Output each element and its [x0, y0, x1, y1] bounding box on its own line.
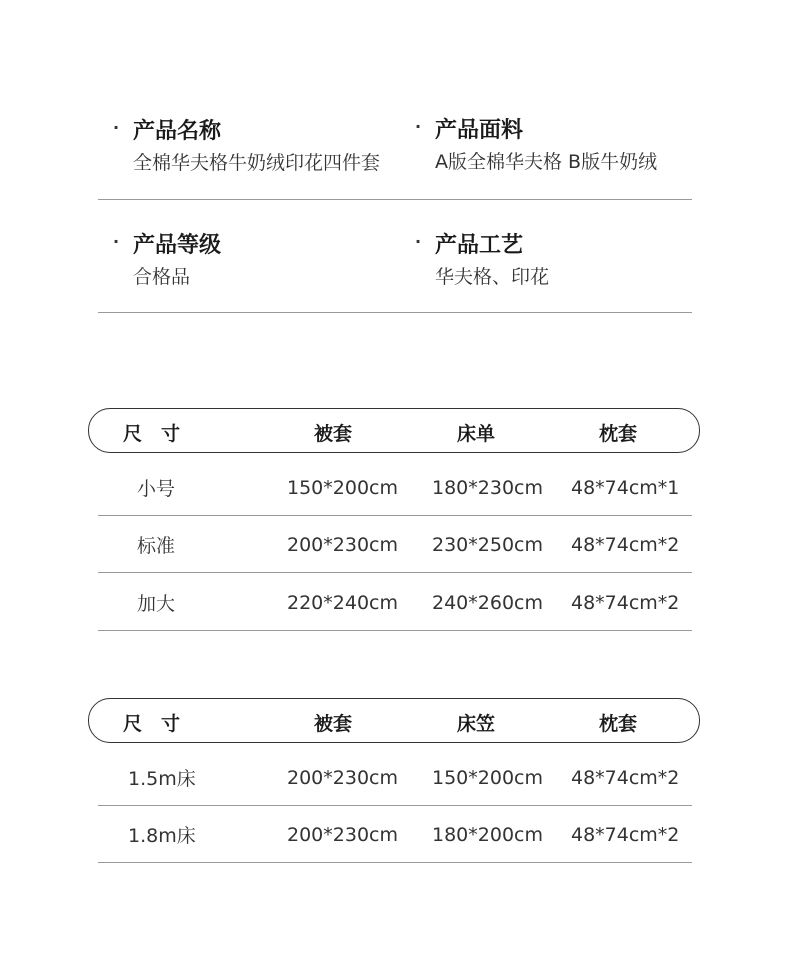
cell-size: 1.8m床 [128, 825, 196, 847]
cell-sheet: 230*250cm [432, 534, 543, 556]
bullet-dot: · [415, 232, 422, 251]
row-divider [98, 630, 692, 631]
attr-value: 华夫格、印花 [435, 266, 550, 288]
cell-duvet: 200*230cm [287, 534, 398, 556]
table-header [88, 698, 700, 743]
bullet-dot: · [113, 118, 120, 137]
cell-size: 小号 [137, 478, 176, 500]
cell-fitted: 150*200cm [432, 767, 543, 789]
header-size: 尺 寸 [123, 713, 181, 735]
attr-title: 产品名称 [133, 119, 222, 144]
row-divider [98, 515, 692, 516]
cell-duvet: 150*200cm [287, 477, 398, 499]
size-table-standard [88, 408, 700, 633]
size-table-fitted [88, 698, 700, 866]
header-size: 尺 寸 [123, 423, 181, 445]
header-fitted-sheet: 床笠 [457, 713, 496, 735]
cell-duvet: 200*230cm [287, 767, 398, 789]
header-duvet-cover: 被套 [314, 423, 353, 445]
attr-value: 合格品 [133, 266, 191, 288]
cell-size: 1.5m床 [128, 768, 196, 790]
cell-duvet: 220*240cm [287, 592, 398, 614]
row-divider [98, 805, 692, 806]
bullet-dot: · [113, 232, 120, 251]
cell-size: 加大 [137, 593, 176, 615]
cell-pillow: 48*74cm*1 [571, 477, 680, 499]
cell-fitted: 180*200cm [432, 824, 543, 846]
table-header [88, 408, 700, 453]
header-pillowcase: 枕套 [599, 423, 638, 445]
cell-sheet: 240*260cm [432, 592, 543, 614]
attr-title: 产品面料 [435, 118, 524, 143]
cell-pillow: 48*74cm*2 [571, 824, 680, 846]
header-pillowcase: 枕套 [599, 713, 638, 735]
cell-size: 标准 [137, 535, 176, 557]
divider [98, 199, 692, 200]
row-divider [98, 862, 692, 863]
bullet-dot: · [415, 117, 422, 136]
cell-pillow: 48*74cm*2 [571, 592, 680, 614]
header-bed-sheet: 床单 [457, 423, 496, 445]
divider [98, 312, 692, 313]
cell-pillow: 48*74cm*2 [571, 767, 680, 789]
attr-title: 产品工艺 [435, 233, 524, 258]
attr-title: 产品等级 [133, 233, 222, 258]
attr-value: 全棉华夫格牛奶绒印花四件套 [133, 152, 381, 174]
attr-value: A版全棉华夫格 B版牛奶绒 [435, 151, 658, 173]
row-divider [98, 572, 692, 573]
cell-duvet: 200*230cm [287, 824, 398, 846]
cell-sheet: 180*230cm [432, 477, 543, 499]
header-duvet-cover: 被套 [314, 713, 353, 735]
cell-pillow: 48*74cm*2 [571, 534, 680, 556]
